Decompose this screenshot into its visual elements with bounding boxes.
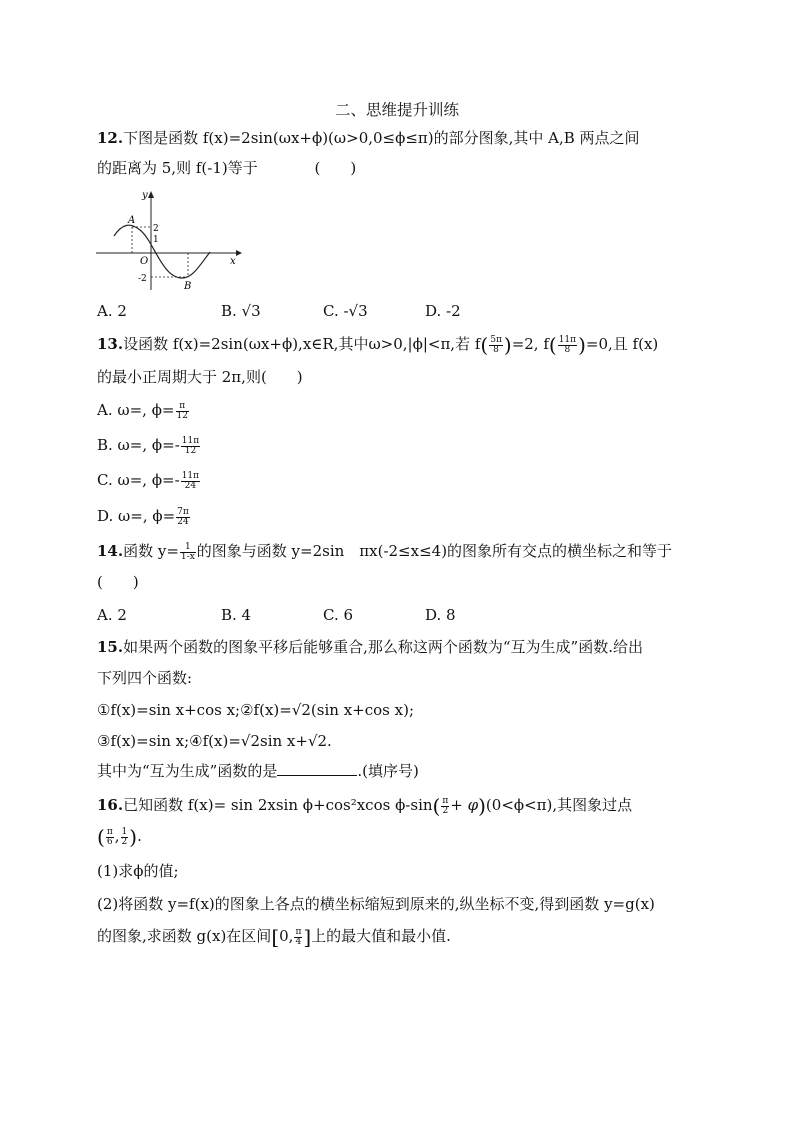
q15-stem-5b: .(填序号) [357, 762, 419, 780]
option-label: C. ω=, ϕ=- [97, 471, 180, 489]
frac-num: 5π [490, 334, 502, 345]
q16-stem-1b: + φ [450, 796, 479, 814]
q16-stem-1a: 已知函数 f(x)= sin 2xsin ϕ+cos²xcos ϕ-sin [123, 796, 433, 814]
q16-line2: ( $\frac{\pi}{6}$ , $\frac{1}{2}$ ). [97, 825, 142, 849]
sine-curve [114, 225, 210, 278]
section-title: 二、思维提升训练 [334, 101, 459, 119]
graph-label-1: 1 [153, 235, 159, 245]
option-label: B. ω=, ϕ=- [97, 436, 180, 454]
graph-label-A: A [128, 215, 136, 226]
q13-stem-1c: =0,且 f(x) [585, 335, 659, 353]
q14-frac [180, 543, 196, 562]
q16-point-x [106, 828, 114, 847]
q13-stem-1b: =2, f [511, 335, 549, 353]
q16-stem-1c: (0<ϕ<π),其图象过点 [485, 796, 633, 814]
frac-num: 11π [181, 470, 200, 481]
q14-option-a: A. 2 [97, 606, 127, 624]
q14-stem-1b: 的图象与函数 y=2sin πx(-2≤x≤4)的图象所有交点的横坐标之和等于 [196, 542, 673, 560]
q13-frac-11pi-8 [558, 336, 577, 355]
option-frac [176, 402, 189, 421]
q12-line2 [97, 158, 356, 178]
frac-num: 1 [180, 543, 196, 553]
frac-num: 11π [558, 334, 577, 345]
q12-number: 12. [97, 129, 124, 147]
q16-frac-pi-2 [441, 797, 449, 816]
frac-den: 2 [442, 805, 449, 816]
q16-number: 16. [97, 796, 124, 814]
q16-part2-line2: 的图象,求函数 g(x)在区间[0, $\frac{\pi}{4}$ ]上的最大值和最小值. [97, 925, 451, 949]
frac-num: π [106, 826, 113, 837]
q15-answer-blank[interactable] [277, 761, 357, 776]
y-axis-arrow [148, 191, 154, 198]
frac-num: 1 [121, 826, 128, 837]
interval-end-frac [294, 928, 302, 947]
q15-stem-1: 如果两个函数的图象平移后能够重合,那么称这两个函数为“互为生成”函数.给出 [123, 638, 643, 656]
q13-option-c [97, 470, 201, 491]
q12-option-d: D. -2 [425, 302, 461, 320]
q14-option-c: C. 6 [323, 606, 354, 624]
frac-num: 11π [181, 435, 200, 446]
frac-den: 2 [121, 836, 128, 847]
q16-part2-stem-a: 的图象,求函数 g(x)在区间 [97, 927, 272, 945]
graph-label-y: y [142, 190, 148, 201]
frac-den: 12 [184, 445, 197, 456]
q13-option-a [97, 400, 190, 421]
q15-line4: ③f(x)=sin x;④f(x)=√2sin x+√2. [97, 732, 332, 750]
frac-den: 8 [493, 344, 499, 355]
q15-line3: ①f(x)=sin x+cos x;②f(x)=√2(sin x+cos x); [97, 701, 414, 719]
frac-num: 7π [177, 506, 189, 517]
frac-den: 12 [176, 410, 188, 421]
q12-option-b: B. √3 [221, 302, 261, 320]
frac-num: π [442, 795, 449, 806]
frac-den: 1-x [180, 551, 195, 562]
option-frac [181, 437, 200, 456]
q16-part2-line1: (2)将函数 y=f(x)的图象上各点的横坐标缩短到原来的,纵坐标不变,得到函数 y=g(x) [97, 895, 655, 913]
q13-number: 13. [97, 335, 124, 353]
graph-label-neg2: -2 [138, 274, 147, 284]
option-label: D. ω=, ϕ= [97, 507, 176, 525]
option-frac [181, 472, 200, 491]
q14-option-d: D. 8 [425, 606, 456, 624]
frac-den: 24 [177, 516, 189, 527]
frac-den: 6 [106, 836, 113, 847]
q13-line2: 的最小正周期大于 2π,则( ) [97, 368, 303, 386]
frac-den: 8 [564, 344, 571, 355]
q14-option-b: B. 4 [221, 606, 252, 624]
q15-line5 [97, 761, 419, 781]
q15-line1 [97, 637, 643, 657]
q16-point-y [121, 828, 129, 847]
q16-line1: 16.已知函数 f(x)= sin 2xsin ϕ+cos²xcos ϕ-sin( $\frac{\pi}{2}$ + φ)(0<ϕ<π),其图象过点 [97, 794, 633, 818]
q15-stem-5a: 其中为“互为生成”函数的是 [97, 762, 278, 780]
frac-num: π [176, 402, 189, 412]
q12-option-a: A. 2 [97, 302, 127, 320]
q14-stem-1a: 函数 y= [123, 542, 179, 560]
graph-label-O: O [140, 256, 149, 267]
q12-answer-paren: ( ) [314, 159, 357, 177]
graph-label-B: B [184, 281, 192, 292]
q14-line2: ( ) [97, 573, 139, 591]
interval-start: 0, [279, 927, 294, 945]
q13-stem-1a: 设函数 f(x)=2sin(ωx+ϕ),x∈R,其中ω>0,|ϕ|<π,若 f [123, 335, 481, 353]
q14-number: 14. [97, 542, 124, 560]
q15-number: 15. [97, 638, 124, 656]
x-axis-arrow [236, 250, 242, 256]
q13-frac-5pi-8 [489, 336, 503, 355]
frac-den: 4 [295, 936, 302, 947]
frac-num: π [295, 926, 302, 937]
q12-stem-2: 的距离为 5,则 f(-1)等于 [97, 159, 258, 177]
q12-sine-graph [94, 186, 244, 294]
q16-part1: (1)求ϕ的值; [97, 862, 179, 880]
q12-stem-1: 下图是函数 f(x)=2sin(ωx+ϕ)(ω>0,0≤ϕ≤π)的部分图象,其中 A,B 两点之间 [123, 129, 640, 147]
q16-stem-2-tail: . [137, 827, 142, 845]
q13-option-b [97, 435, 201, 456]
q13-option-d [97, 506, 191, 527]
option-frac [176, 508, 190, 527]
q12-line1 [97, 128, 640, 148]
option-label: A. ω=, ϕ= [97, 401, 175, 419]
frac-den: 24 [184, 480, 197, 491]
q13-line1: 13.设函数 f(x)=2sin(ωx+ϕ),x∈R,其中ω>0,|ϕ|<π,若 f( $\frac{5\pi}{8}$ )=2, f( $\frac{11\pi}{8}$ )=0,且 f(x) [97, 333, 659, 357]
graph-label-x: x [230, 256, 236, 267]
q15-line2: 下列四个函数: [97, 669, 193, 687]
q14-line1 [97, 541, 672, 562]
q16-part2-stem-b: 上的最大值和最小值. [311, 927, 451, 945]
q12-option-c: C. -√3 [323, 302, 368, 320]
graph-label-2: 2 [153, 224, 159, 234]
